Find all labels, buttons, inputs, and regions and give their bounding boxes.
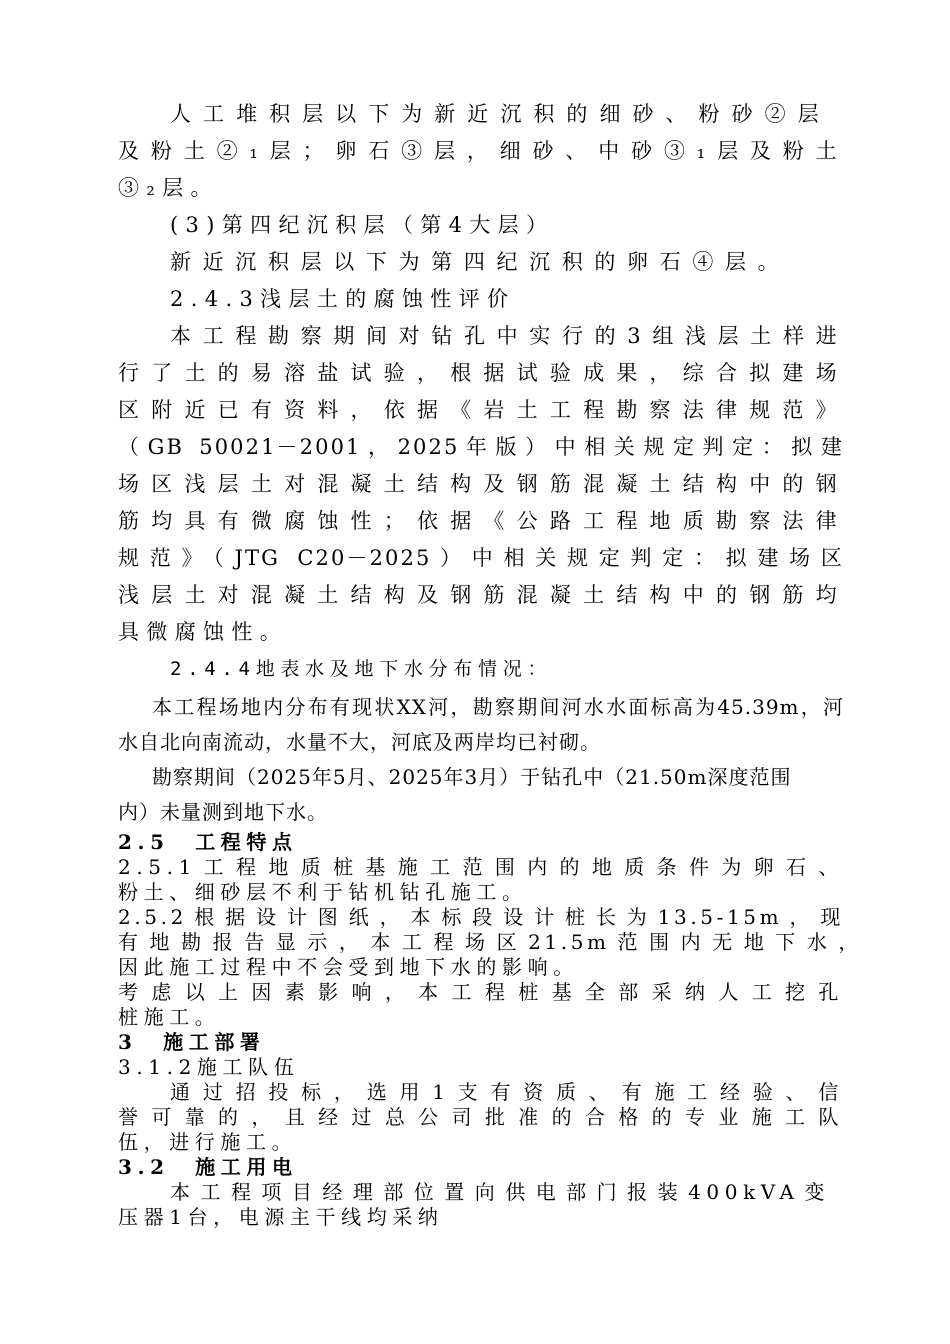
paragraph-line: 2.5.2根据设计图纸，本标段设计桩长为13.5-15m，现 xyxy=(118,905,844,929)
paragraph-line: 规范》（JTG C20－2025）中相关规定判定：拟建场区 xyxy=(118,546,844,570)
paragraph-line: 因此施工过程中不会受到地下水的影响。 xyxy=(118,955,579,979)
paragraph-line: 本工程项目经理部位置向供电部门报装400kVA变 xyxy=(170,1180,830,1204)
subheading-corrosion: 2.4.3浅层土的腐蚀性评价 xyxy=(170,287,516,311)
paragraph-line: 具微腐蚀性。 xyxy=(118,620,289,644)
paragraph-line: 通过招投标，选用1支有资质、有施工经验、信 xyxy=(170,1080,844,1104)
paragraph-line: 场区浅层土对混凝土结构及钢筋混凝土结构中的钢 xyxy=(118,472,844,496)
paragraph-line: 行了土的易溶盐试验，根据试验成果，综合拟建场 xyxy=(118,361,844,385)
paragraph-line: 本工程勘察期间对钻孔中实行的3组浅层土样进 xyxy=(170,324,844,348)
paragraph-line: 2.5.1工程地质桩基施工范围内的地质条件为卵石、 xyxy=(118,855,844,879)
heading-2-5: 2.5 工程特点 xyxy=(118,830,298,854)
paragraph-line: 水自北向南流动，水量不大，河底及两岸均已衬砌。 xyxy=(118,730,601,754)
paragraph-line: 誉可靠的，且经过总公司批准的合格的专业施工队 xyxy=(118,1105,844,1129)
paragraph-line: 区附近已有资料，依据《岩土工程勘察法律规范》 xyxy=(118,398,844,422)
paragraph-line: 压器1台，电源主干线均采纳 xyxy=(118,1205,444,1229)
heading-3: 3 施工部署 xyxy=(118,1030,266,1054)
paragraph-line: 勘察期间（2025年5月、2025年3月）于钻孔中（21.50m深度范围 xyxy=(152,765,792,789)
paragraph-line: 粉土、细砂层不利于钻机钻孔施工。 xyxy=(118,880,528,904)
subheading-quaternary: (3)第四纪沉积层（第4大层） xyxy=(170,213,555,237)
paragraph-line: 新近沉积层以下为第四纪沉积的卵石④层。 xyxy=(170,250,786,274)
subheading-3-1-2: 3.1.2施工队伍 xyxy=(118,1055,300,1079)
paragraph-line: 桩施工。 xyxy=(118,1005,221,1029)
subheading-water: 2.4.4地表水及地下水分布情况： xyxy=(170,658,553,680)
paragraph-line: 浅层土对混凝土结构及钢筋混凝土结构中的钢筋均 xyxy=(118,583,844,607)
paragraph-line: 本工程场地内分布有现状XX河，勘察期间河水水面标高为45.39m，河 xyxy=(152,695,844,719)
paragraph-line: 及粉土②₁层；卵石③层，细砂、中砂③₁层及粉土 xyxy=(118,139,844,163)
paragraph-line: 内）未量测到地下水。 xyxy=(118,800,328,824)
paragraph-line: （GB 50021－2001，2025年版）中相关规定判定：拟建 xyxy=(118,435,844,459)
paragraph-line: 人工堆积层以下为新近沉积的细砂、粉砂②层 xyxy=(170,102,826,126)
paragraph-line: 伍，进行施工。 xyxy=(118,1130,298,1154)
heading-3-2: 3.2 施工用电 xyxy=(118,1155,298,1179)
paragraph-line: 筋均具有微腐蚀性；依据《公路工程地质勘察法律 xyxy=(118,509,844,533)
paragraph-line: ③₂层。 xyxy=(118,176,219,200)
paragraph-line: 有地勘报告显示，本工程场区21.5m范围内无地下水， xyxy=(118,930,862,954)
paragraph-line: 考虑以上因素影响，本工程桩基全部采纳人工挖孔 xyxy=(118,980,844,1004)
